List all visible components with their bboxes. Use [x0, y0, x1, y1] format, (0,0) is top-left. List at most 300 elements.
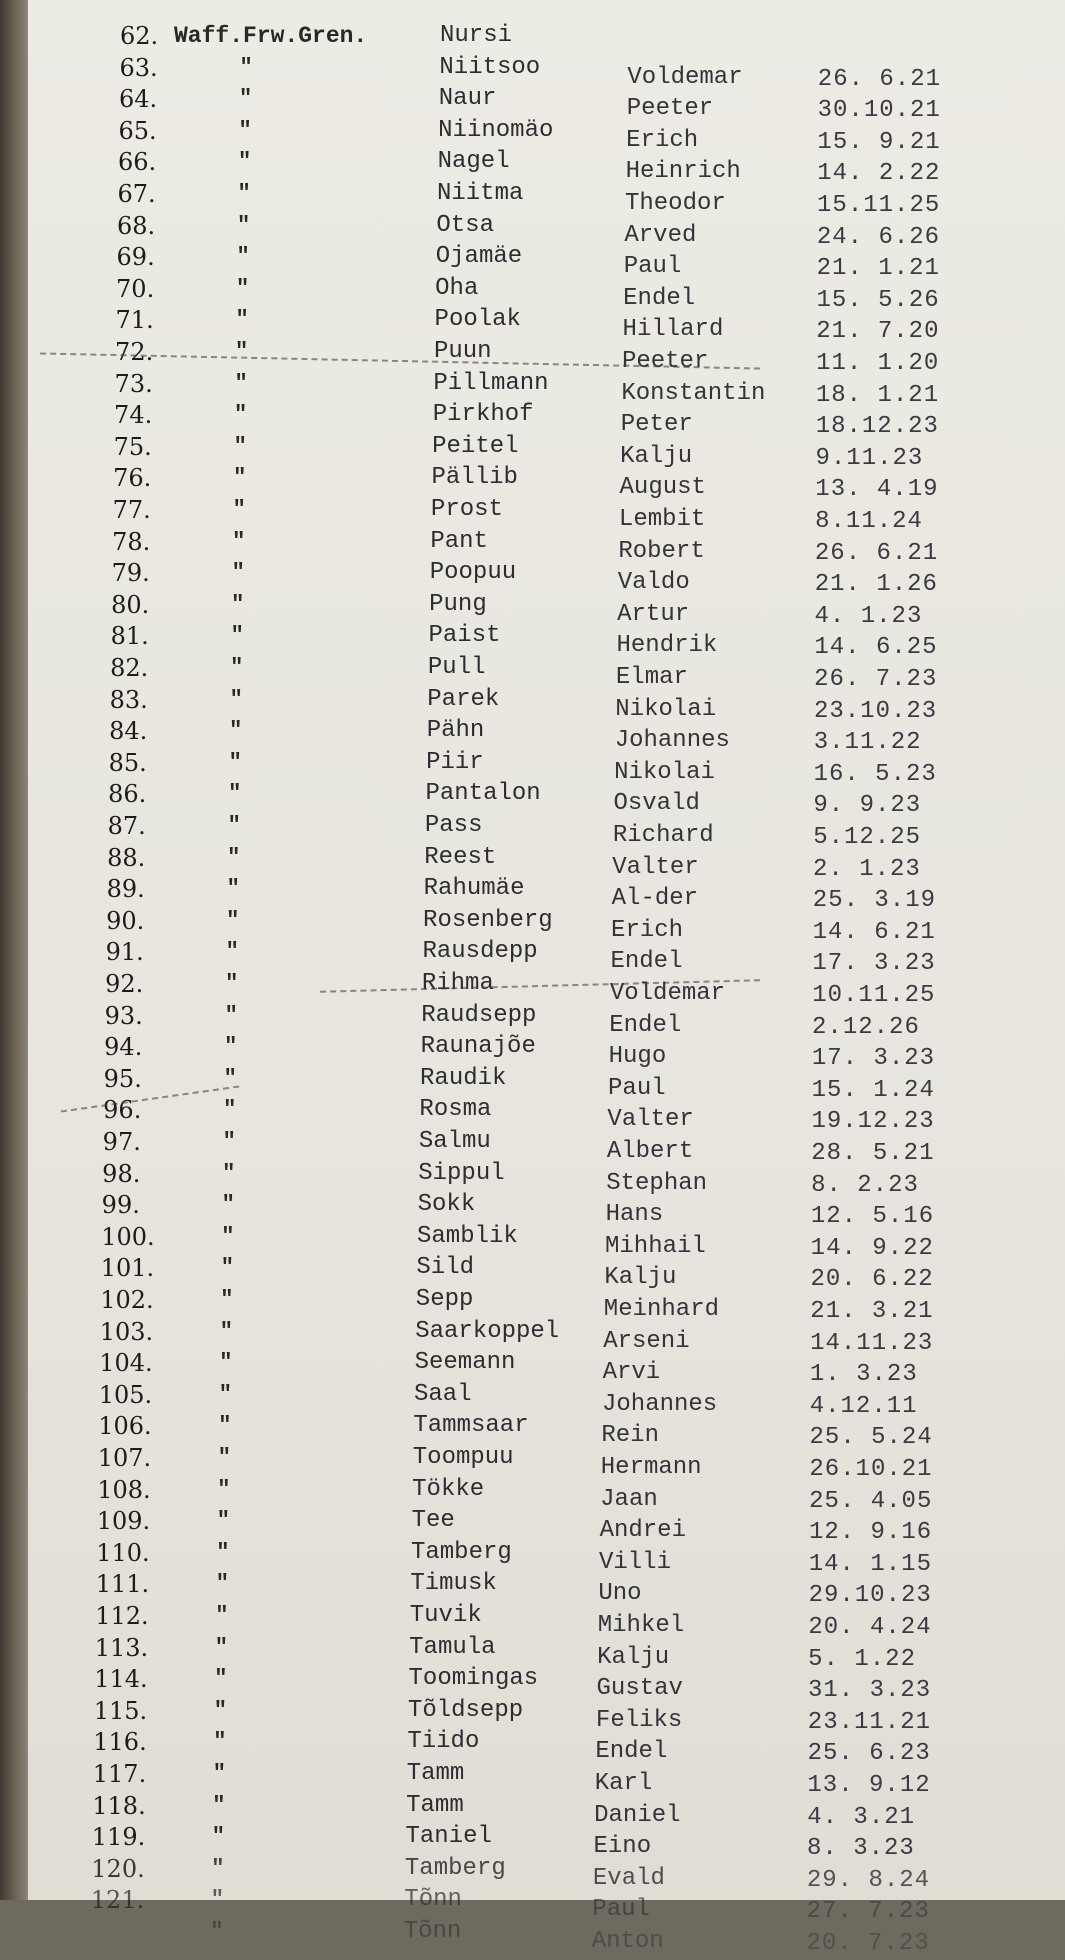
- roster-row: [0, 494, 1065, 535]
- first-name: Andrei: [599, 1517, 686, 1545]
- birth-date: 13. 4.19: [815, 476, 939, 504]
- roster-row: [0, 1126, 1065, 1167]
- rank-label: ": [237, 212, 251, 238]
- birth-date: 1. 3.23: [809, 1361, 918, 1389]
- entry-number: 92.: [105, 970, 144, 998]
- roster-row: [0, 1316, 1065, 1357]
- birth-date: 19.12.23: [811, 1108, 935, 1136]
- first-name: Al-der: [611, 885, 699, 913]
- birth-date: 14. 9.22: [810, 1234, 934, 1262]
- entry-number: 103.: [99, 1317, 154, 1346]
- birth-date: 4. 1.23: [814, 602, 923, 630]
- surname: Sippul: [418, 1159, 505, 1187]
- first-name: Lembit: [618, 506, 706, 533]
- surname: Rahumäe: [423, 875, 525, 903]
- birth-date: 11. 1.20: [816, 350, 940, 377]
- birth-date: 8.11.24: [815, 508, 923, 535]
- entry-number: 81.: [110, 622, 149, 651]
- rank-label: ": [216, 1508, 230, 1534]
- birth-date: 24. 6.26: [816, 223, 941, 251]
- first-name: Rein: [601, 1422, 659, 1450]
- rank-label: ": [226, 907, 240, 933]
- first-name: Hillard: [622, 316, 724, 344]
- rank-label: ": [220, 1287, 234, 1312]
- birth-date: 9.11.23: [815, 444, 924, 472]
- birth-date: 15.11.25: [817, 192, 941, 219]
- birth-date: 20. 4.24: [808, 1614, 932, 1641]
- first-name: Osvald: [613, 790, 700, 818]
- rank-label: ": [219, 1318, 233, 1344]
- entry-number: 83.: [109, 685, 148, 714]
- entry-number: 75.: [113, 432, 152, 461]
- rank-label: ": [230, 623, 244, 649]
- roster-row: [0, 399, 1065, 441]
- roster-row: [0, 1094, 1065, 1136]
- birth-date: 21. 1.26: [814, 571, 938, 599]
- surname: Raudik: [420, 1064, 507, 1092]
- roster-row: [0, 747, 1065, 788]
- roster-row: [0, 1000, 1065, 1041]
- roster-row: [0, 83, 1065, 125]
- rank-label: ": [228, 749, 242, 775]
- first-name: Voldemar: [627, 63, 743, 91]
- roster-row: [0, 462, 1065, 504]
- first-name: Uno: [598, 1580, 642, 1608]
- rank-label: ": [220, 1255, 234, 1281]
- surname: Seemann: [414, 1349, 516, 1377]
- birth-date: 15. 1.24: [811, 1076, 935, 1104]
- roster-row: [0, 304, 1065, 346]
- surname: Niinomäo: [438, 116, 554, 144]
- first-name: Erich: [611, 916, 684, 944]
- rank-label: ": [233, 465, 247, 491]
- birth-date: 26. 7.23: [814, 666, 938, 693]
- rank-label: ": [227, 813, 241, 838]
- rank-label: ": [235, 339, 249, 364]
- roster-row: [0, 1632, 1065, 1673]
- entry-number: 64.: [119, 85, 158, 114]
- roster-row: [0, 778, 1065, 820]
- roster-row: [0, 1158, 1065, 1199]
- roster-row: [0, 273, 1065, 314]
- birth-date: 27. 7.23: [806, 1898, 930, 1926]
- surname: Tamula: [409, 1633, 496, 1661]
- first-name: Johannes: [614, 727, 730, 755]
- first-name: Peter: [620, 411, 693, 439]
- first-name: Endel: [609, 1011, 682, 1039]
- first-name: Daniel: [594, 1801, 681, 1829]
- roster-row: [0, 810, 1065, 851]
- entry-number: 110.: [96, 1538, 150, 1567]
- surname: Puun: [433, 338, 492, 365]
- surname: Raudsepp: [421, 1001, 537, 1029]
- surname: Otsa: [436, 211, 494, 239]
- first-name: Arvi: [602, 1359, 661, 1387]
- birth-date: 25. 3.19: [812, 887, 937, 915]
- entry-number: 82.: [110, 654, 149, 682]
- entry-number: 117.: [92, 1760, 147, 1788]
- birth-date: 25. 4.05: [809, 1487, 933, 1515]
- first-name: Endel: [610, 948, 683, 976]
- birth-date: 2.12.26: [812, 1013, 920, 1041]
- entry-number: 74.: [114, 401, 153, 430]
- surname: Taniel: [405, 1823, 492, 1851]
- roster-row: [0, 1063, 1065, 1104]
- roster-row: [0, 115, 1065, 156]
- rank-label: ": [239, 54, 253, 80]
- first-name: Feliks: [595, 1706, 683, 1734]
- entry-number: 69.: [116, 243, 155, 272]
- surname: Parek: [427, 685, 500, 713]
- surname: Ojamäe: [435, 243, 523, 271]
- rank-label: ": [214, 1666, 228, 1692]
- rank-label: ": [225, 939, 239, 965]
- roster-row: [0, 1568, 1065, 1610]
- roster-row: [0, 20, 1065, 52]
- birth-date: 14. 2.22: [817, 160, 941, 188]
- entry-number: 101.: [100, 1254, 155, 1283]
- rank-label: ": [223, 1065, 237, 1091]
- birth-date: 13. 9.12: [807, 1772, 931, 1799]
- birth-date: 18.12.23: [815, 413, 939, 441]
- roster-row: [0, 1884, 1065, 1926]
- roster-row: [0, 431, 1065, 472]
- birth-date: 17. 3.23: [811, 1045, 936, 1073]
- rank-label: ": [237, 181, 251, 206]
- roster-row: [0, 842, 1065, 883]
- rank-label: ": [232, 497, 246, 522]
- entry-number: 79.: [111, 559, 150, 588]
- roster-row: [0, 652, 1065, 693]
- surname: Sepp: [415, 1286, 474, 1313]
- surname: Tamm: [406, 1760, 465, 1787]
- entry-number: 88.: [107, 843, 146, 872]
- first-name: Hans: [605, 1201, 664, 1229]
- first-name: Nikolai: [614, 758, 715, 786]
- birth-date: 12. 5.16: [810, 1203, 935, 1231]
- first-name: Mihhail: [605, 1232, 706, 1260]
- entry-number: 106.: [98, 1412, 152, 1441]
- roster-row: [0, 589, 1065, 630]
- rank-label: ": [231, 591, 245, 617]
- birth-date: 10.11.25: [812, 982, 936, 1009]
- first-name: Hugo: [608, 1043, 667, 1071]
- first-name: Valter: [612, 853, 699, 881]
- birth-date: 15. 5.26: [816, 286, 940, 314]
- first-name: Valter: [607, 1106, 694, 1134]
- birth-date: 16. 5.23: [813, 760, 937, 788]
- rank-label: ": [221, 1223, 235, 1249]
- first-name: Albert: [606, 1138, 694, 1165]
- entry-number: 112.: [95, 1602, 149, 1630]
- rank-label: ": [238, 149, 252, 175]
- entry-number: 72.: [115, 338, 154, 366]
- roster-row: [0, 210, 1065, 251]
- first-name: Arved: [624, 221, 697, 249]
- entry-number: 85.: [108, 748, 147, 777]
- surname: Pantalon: [425, 780, 541, 808]
- birth-date: 29. 8.24: [806, 1866, 931, 1894]
- roster-row: [0, 178, 1065, 219]
- roster-row: [0, 1537, 1065, 1578]
- birth-date: 3.11.22: [813, 729, 922, 757]
- first-name: Kalju: [604, 1264, 677, 1292]
- surname: Nursi: [440, 22, 513, 49]
- rank-label: ": [212, 1792, 226, 1818]
- birth-date: 21. 3.21: [810, 1298, 934, 1325]
- first-name: Valdo: [617, 569, 690, 597]
- birth-date: 14. 1.15: [808, 1550, 932, 1578]
- rank-label: ": [229, 718, 243, 744]
- roster-row: [0, 1916, 1065, 1957]
- entry-number: 86.: [108, 780, 147, 809]
- surname: Pirkhof: [432, 401, 534, 429]
- entry-number: 68.: [117, 211, 156, 240]
- rank-label: ": [234, 370, 248, 396]
- entry-number: 62.: [120, 22, 159, 50]
- rank-label: ": [215, 1603, 229, 1628]
- rank-label: ": [215, 1571, 229, 1597]
- first-name: Johannes: [601, 1390, 718, 1418]
- entry-number: 107.: [97, 1444, 152, 1472]
- first-name: Kalju: [597, 1643, 670, 1671]
- first-name: Hendrik: [616, 632, 718, 660]
- rank-label: ": [233, 433, 247, 459]
- entry-number: 120.: [91, 1854, 145, 1883]
- entry-number: 116.: [93, 1728, 147, 1757]
- first-name: Stephan: [606, 1169, 708, 1197]
- surname: Sild: [416, 1254, 474, 1282]
- entry-number: 73.: [114, 369, 153, 398]
- rank-label: ": [211, 1824, 225, 1850]
- surname: Prost: [430, 496, 503, 523]
- entry-number: 100.: [101, 1222, 155, 1251]
- birth-date: 14. 6.25: [814, 634, 938, 662]
- roster-row: [0, 1474, 1065, 1515]
- surname: Pull: [427, 654, 486, 681]
- roster-row: [0, 368, 1065, 409]
- surname: Saarkoppel: [415, 1317, 560, 1345]
- roster-row: [0, 1663, 1065, 1705]
- first-name: Mihkel: [597, 1612, 685, 1639]
- first-name: Endel: [623, 284, 696, 312]
- first-name: Voldemar: [609, 980, 726, 1007]
- surname: Sokk: [417, 1191, 476, 1219]
- roster-row: [0, 905, 1065, 946]
- roster-row: [0, 1031, 1065, 1073]
- rank-label: ": [238, 117, 252, 143]
- first-name: Meinhard: [603, 1296, 720, 1323]
- surname: Pass: [424, 812, 483, 839]
- first-name: Evald: [592, 1864, 665, 1892]
- surname: Piir: [426, 748, 484, 776]
- birth-date: 23.11.21: [807, 1708, 932, 1736]
- surname: Tuvik: [409, 1602, 482, 1629]
- birth-date: 12. 9.16: [808, 1519, 933, 1547]
- surname: Poopuu: [429, 559, 517, 587]
- roster-row: [0, 146, 1065, 188]
- rank-label: ": [218, 1381, 232, 1407]
- entry-number: 104.: [99, 1349, 153, 1378]
- rank-label: ": [231, 560, 245, 586]
- surname: Tee: [411, 1507, 455, 1535]
- entry-number: 121.: [90, 1886, 145, 1915]
- first-name: Karl: [594, 1770, 653, 1797]
- roster-row: [0, 620, 1065, 662]
- entry-number: 96.: [103, 1096, 142, 1125]
- surname: Pillmann: [433, 369, 549, 397]
- first-name: Paul: [592, 1896, 650, 1924]
- surname: Oha: [435, 274, 479, 302]
- rank-label: ": [222, 1160, 236, 1186]
- rank-label: Waff.Frw.Gren.: [174, 23, 368, 49]
- entry-number: 78.: [112, 527, 151, 556]
- roster-row: [0, 52, 1065, 93]
- roster-row: [0, 1695, 1065, 1736]
- surname: Tõldsepp: [407, 1696, 524, 1724]
- roster-row: [0, 715, 1065, 757]
- roster-row: [0, 1347, 1065, 1389]
- birth-date: 26. 6.21: [814, 539, 939, 567]
- roster-row: [0, 1790, 1065, 1831]
- entry-number: 98.: [102, 1159, 141, 1188]
- entry-number: 115.: [93, 1696, 148, 1725]
- entry-number: 71.: [115, 306, 154, 335]
- entry-number: 77.: [112, 496, 151, 524]
- surname: Samblik: [417, 1222, 518, 1250]
- first-name: Peeter: [626, 95, 714, 123]
- roster-row: [0, 936, 1065, 978]
- birth-date: 20. 6.22: [810, 1266, 934, 1294]
- birth-date: 21. 7.20: [816, 318, 940, 346]
- roster-row: [0, 968, 1065, 1009]
- rank-label: ": [235, 307, 249, 333]
- first-name: Eino: [593, 1833, 652, 1861]
- surname: Tamberg: [404, 1854, 506, 1882]
- entry-number: 70.: [116, 274, 155, 303]
- entry-number: 80.: [111, 590, 150, 619]
- birth-date: 5.12.25: [813, 824, 922, 851]
- entry-number: 102.: [100, 1286, 154, 1314]
- first-name: Robert: [618, 537, 705, 565]
- entry-number: 111.: [95, 1570, 150, 1599]
- birth-date: 9. 9.23: [813, 792, 922, 820]
- birth-date: 20. 7.23: [806, 1930, 930, 1957]
- roster-row: [0, 1758, 1065, 1799]
- rank-label: ": [230, 655, 244, 680]
- roster-row: [0, 1252, 1065, 1294]
- entry-number: 65.: [118, 116, 157, 145]
- rank-label: ": [210, 1919, 224, 1944]
- roster-row: [0, 241, 1065, 283]
- rank-label: ": [226, 876, 240, 902]
- first-name: Jaan: [600, 1485, 658, 1513]
- surname: Tamberg: [410, 1538, 512, 1566]
- first-name: Peeter: [621, 348, 709, 375]
- birth-date: 17. 3.23: [812, 950, 936, 978]
- surname: Rihma: [421, 970, 494, 997]
- roster-row: [0, 1600, 1065, 1641]
- entry-number: 90.: [106, 906, 145, 935]
- first-name: Gustav: [596, 1675, 683, 1703]
- first-name: Konstantin: [621, 379, 766, 407]
- birth-date: 8. 2.23: [811, 1171, 919, 1199]
- rank-label: ": [239, 86, 253, 112]
- birth-date: 23.10.23: [813, 697, 938, 725]
- birth-date: 28. 5.21: [811, 1140, 935, 1167]
- rank-label: ": [232, 528, 246, 554]
- entry-number: 119.: [91, 1823, 146, 1852]
- entry-number: 67.: [117, 180, 156, 208]
- surname: Toompuu: [412, 1444, 514, 1471]
- entry-number: 66.: [118, 148, 157, 177]
- roster-row: [0, 1442, 1065, 1483]
- birth-date: 15. 9.21: [817, 128, 941, 156]
- first-name: Paul: [623, 253, 682, 281]
- entry-number: 87.: [107, 812, 146, 840]
- surname: Tammsaar: [413, 1412, 529, 1440]
- first-name: Artur: [617, 600, 690, 628]
- surname: Tamm: [406, 1791, 464, 1819]
- surname: Tiido: [407, 1728, 480, 1756]
- rank-label: ": [236, 275, 250, 301]
- birth-date: 8. 3.23: [807, 1835, 915, 1863]
- birth-date: 4.12.11: [809, 1392, 918, 1420]
- entry-number: 99.: [101, 1191, 140, 1220]
- entry-number: 114.: [94, 1665, 148, 1694]
- birth-date: 2. 1.23: [812, 855, 921, 883]
- rank-label: ": [219, 1350, 233, 1376]
- roster-row: [0, 684, 1065, 725]
- surname: Nagel: [437, 148, 510, 176]
- surname: Peitel: [432, 432, 519, 460]
- birth-date: 29.10.23: [808, 1582, 932, 1610]
- entry-number: 91.: [105, 938, 144, 967]
- rank-label: ": [213, 1729, 227, 1755]
- birth-date: 25. 6.23: [807, 1740, 931, 1768]
- rank-label: ": [224, 1002, 238, 1028]
- entry-number: 93.: [104, 1001, 143, 1030]
- surname: Timusk: [410, 1570, 497, 1598]
- rank-label: ": [210, 1887, 224, 1913]
- birth-date: 18. 1.21: [815, 381, 940, 409]
- first-name: Nikolai: [615, 695, 717, 723]
- first-name: Richard: [612, 822, 714, 849]
- surname: Salmu: [418, 1128, 491, 1155]
- first-name: August: [619, 474, 706, 502]
- birth-date: 26.10.21: [809, 1456, 933, 1483]
- surname: Pällib: [431, 464, 518, 492]
- entry-number: 118.: [92, 1791, 146, 1820]
- rank-label: ": [214, 1634, 228, 1660]
- surname: Poolak: [434, 306, 521, 334]
- surname: Niitma: [436, 180, 524, 207]
- birth-date: 31. 3.23: [807, 1677, 932, 1705]
- roster-row: [0, 1221, 1065, 1262]
- rank-label: ": [227, 844, 241, 870]
- rank-label: ": [224, 1034, 238, 1060]
- entry-number: 113.: [94, 1633, 149, 1662]
- surname: Tõnn: [403, 1918, 462, 1945]
- surname: Tõnn: [404, 1886, 462, 1914]
- rank-label: ": [228, 781, 242, 807]
- surname: Saal: [413, 1380, 472, 1408]
- roster-row: [0, 557, 1065, 599]
- rank-label: ": [221, 1192, 235, 1218]
- rank-label: ": [229, 686, 243, 712]
- roster-row: [0, 1379, 1065, 1420]
- surname: Naur: [438, 85, 497, 113]
